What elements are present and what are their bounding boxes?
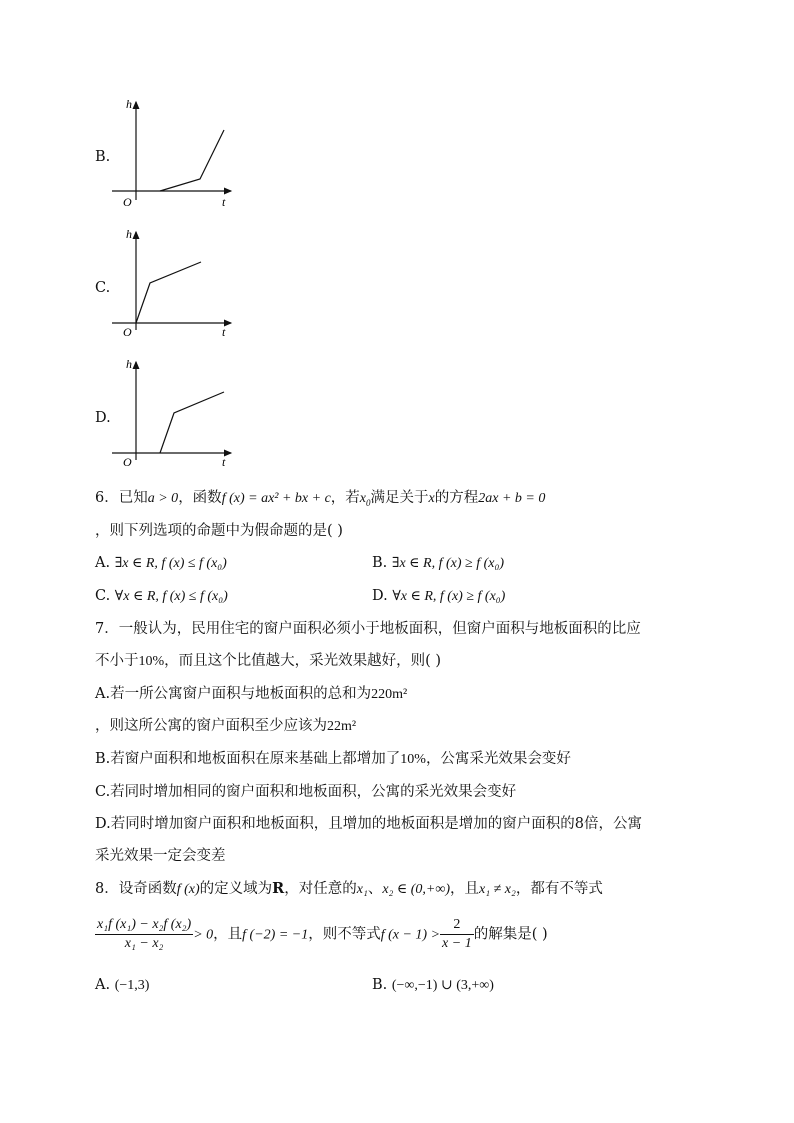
q6-option-c[interactable]: C. ∀x ∈ R, f (x) ≤ f (x₀) [95, 588, 228, 604]
q6-stem [95, 488, 545, 513]
graph-d-label: D. [95, 410, 111, 426]
q6-intro-d: 满足关于 [370, 490, 429, 506]
q6-option-b[interactable]: B. ∃x ∈ R, f (x) ≥ f (x₀) [372, 555, 505, 571]
graph-c-label: C. [95, 280, 111, 296]
graph-b-origin: O [123, 195, 132, 209]
q6-option-d[interactable]: D. ∀x ∈ R, f (x) ≥ f (x₀) [372, 588, 506, 604]
graph-d-ylabel: h [126, 357, 132, 371]
graph-b [108, 92, 238, 210]
q6-option-a[interactable]: A. ∃x ∈ R, f (x) ≤ f (x₀) [95, 555, 227, 571]
q8-option-a[interactable]: A. (−1,3) [95, 977, 150, 993]
graph-c-origin: O [123, 325, 132, 339]
q7-option-d[interactable]: D.若同时增加窗户面积和地板面积，且增加的地板面积是增加的窗户面积的8倍，公寓 [95, 816, 642, 832]
q7-option-c[interactable]: C.若同时增加相同的窗户面积和地板面积，公寓的采光效果会变好 [95, 784, 517, 800]
q6-intro-a: 6．已知 [95, 490, 148, 506]
q6-equation: 2ax + b = 0 [478, 491, 546, 506]
q6-intro-c: ，若 [330, 490, 360, 506]
q8-line1: 8．设奇函数f (x)的定义域为R，对任意的x₁、x₂ ∈ (0,+∞)，且x₁ ≠ x₂，都有不等式 [95, 880, 603, 897]
q6-line2: ，则下列选项的命题中为假命题的是( ) [95, 523, 343, 539]
graph-d-origin: O [123, 455, 132, 469]
q7-line1: 7．一般认为，民用住宅的窗户面积必须小于地板面积，但窗户面积与地板面积的比应 [95, 621, 641, 637]
q6-intro-b: ，函数 [178, 490, 222, 506]
graph-d [108, 352, 238, 470]
graph-c-xlabel: t [222, 325, 226, 339]
q7-option-b[interactable]: B.若窗户面积和地板面积在原来基础上都增加了10%，公寓采光效果会变好 [95, 751, 571, 767]
q6-cond-a: a > 0 [147, 491, 179, 506]
q8-fraction: $\frac{\text{x₁f (x₁) − x₂f (x₂)}}{\text{x₁ − x₂}}$ [97, 917, 192, 951]
graph-d-curve [160, 392, 224, 453]
graph-c-curve [136, 262, 201, 323]
q8-ineq-fraction: $\frac{2}{x - 1}$ [442, 917, 472, 951]
q6-x0: $x_0$ [359, 491, 371, 508]
graph-c-ylabel: h [126, 227, 132, 241]
q7-option-d-cont: 采光效果一定会变差 [95, 848, 226, 864]
q8-line2: $\frac{\text{x₁f (x₁) − x₂f (x₂)}}{\text{x₁ − x₂}}$ > 0，且f (−2) = −1，则不等式f (x − 1) > $\frac{2}{x - 1}$ 的解集是( ) [97, 917, 548, 951]
graph-b-xlabel: t [222, 195, 226, 209]
q7-option-a[interactable]: A.若一所公寓窗户面积与地板面积的总和为220m² [95, 686, 408, 702]
graph-b-curve [160, 130, 224, 191]
q7-option-a-cont: ，则这所公寓的窗户面积至少应该为22m² [95, 718, 357, 734]
graph-b-label: B. [95, 149, 111, 165]
graph-c [108, 222, 238, 340]
q8-option-b[interactable]: B. (−∞,−1) ∪ (3,+∞) [372, 977, 494, 993]
q6-func: f (x) = ax² + bx + c [221, 491, 331, 506]
graph-b-ylabel: h [126, 97, 132, 111]
q6-intro-e: 的方程 [434, 490, 479, 506]
graph-d-xlabel: t [222, 455, 226, 469]
q7-line2: 不小于10%，而且这个比值越大，采光效果越好，则( ) [95, 653, 442, 669]
q6-x-var: x [428, 491, 435, 506]
